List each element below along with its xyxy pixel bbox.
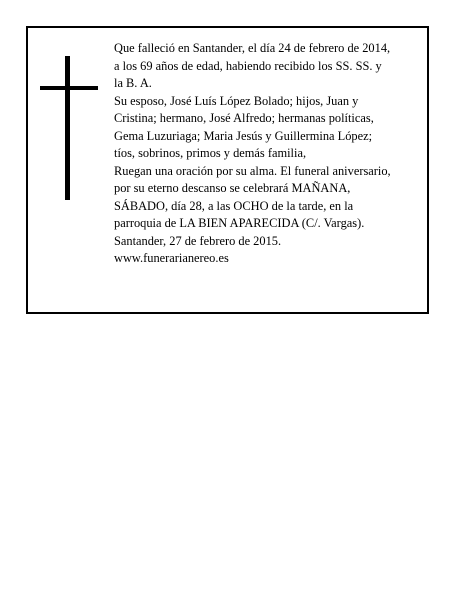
notice-line: por su eterno descanso se celebrará MAÑANA, bbox=[114, 181, 351, 195]
notice-line: parroquia de LA BIEN APARECIDA (C/. Vargas). bbox=[114, 216, 365, 230]
notice-line: a los 69 años de edad, habiendo recibido los SS. SS. y bbox=[114, 58, 382, 73]
cross-icon bbox=[40, 56, 94, 200]
notice-line: Gema Luzuriaga; Maria Jesús y Guillermina López; bbox=[114, 128, 373, 143]
website-link: www.funerarianereo.es bbox=[114, 251, 229, 265]
notice-line: Cristina; hermano, José Alfredo; hermanas políticas, bbox=[114, 111, 374, 125]
obituary-notice bbox=[26, 26, 429, 314]
notice-line: Santander, 27 de febrero de 2015. bbox=[114, 233, 282, 248]
notice-body bbox=[114, 40, 426, 268]
notice-line: Ruegan una oración por su alma. El funeral aniversario, bbox=[114, 163, 391, 178]
notice-line: Que falleció en Santander, el día 24 de febrero de 2014, bbox=[114, 41, 391, 55]
notice-line: la B. A. bbox=[114, 76, 152, 90]
notice-line: Su esposo, José Luís López Bolado; hijos, Juan y bbox=[114, 93, 359, 108]
notice-line: tíos, sobrinos, primos y demás familia, bbox=[114, 146, 307, 160]
notice-line: SÁBADO, día 28, a las OCHO de la tarde, en la bbox=[114, 198, 354, 213]
